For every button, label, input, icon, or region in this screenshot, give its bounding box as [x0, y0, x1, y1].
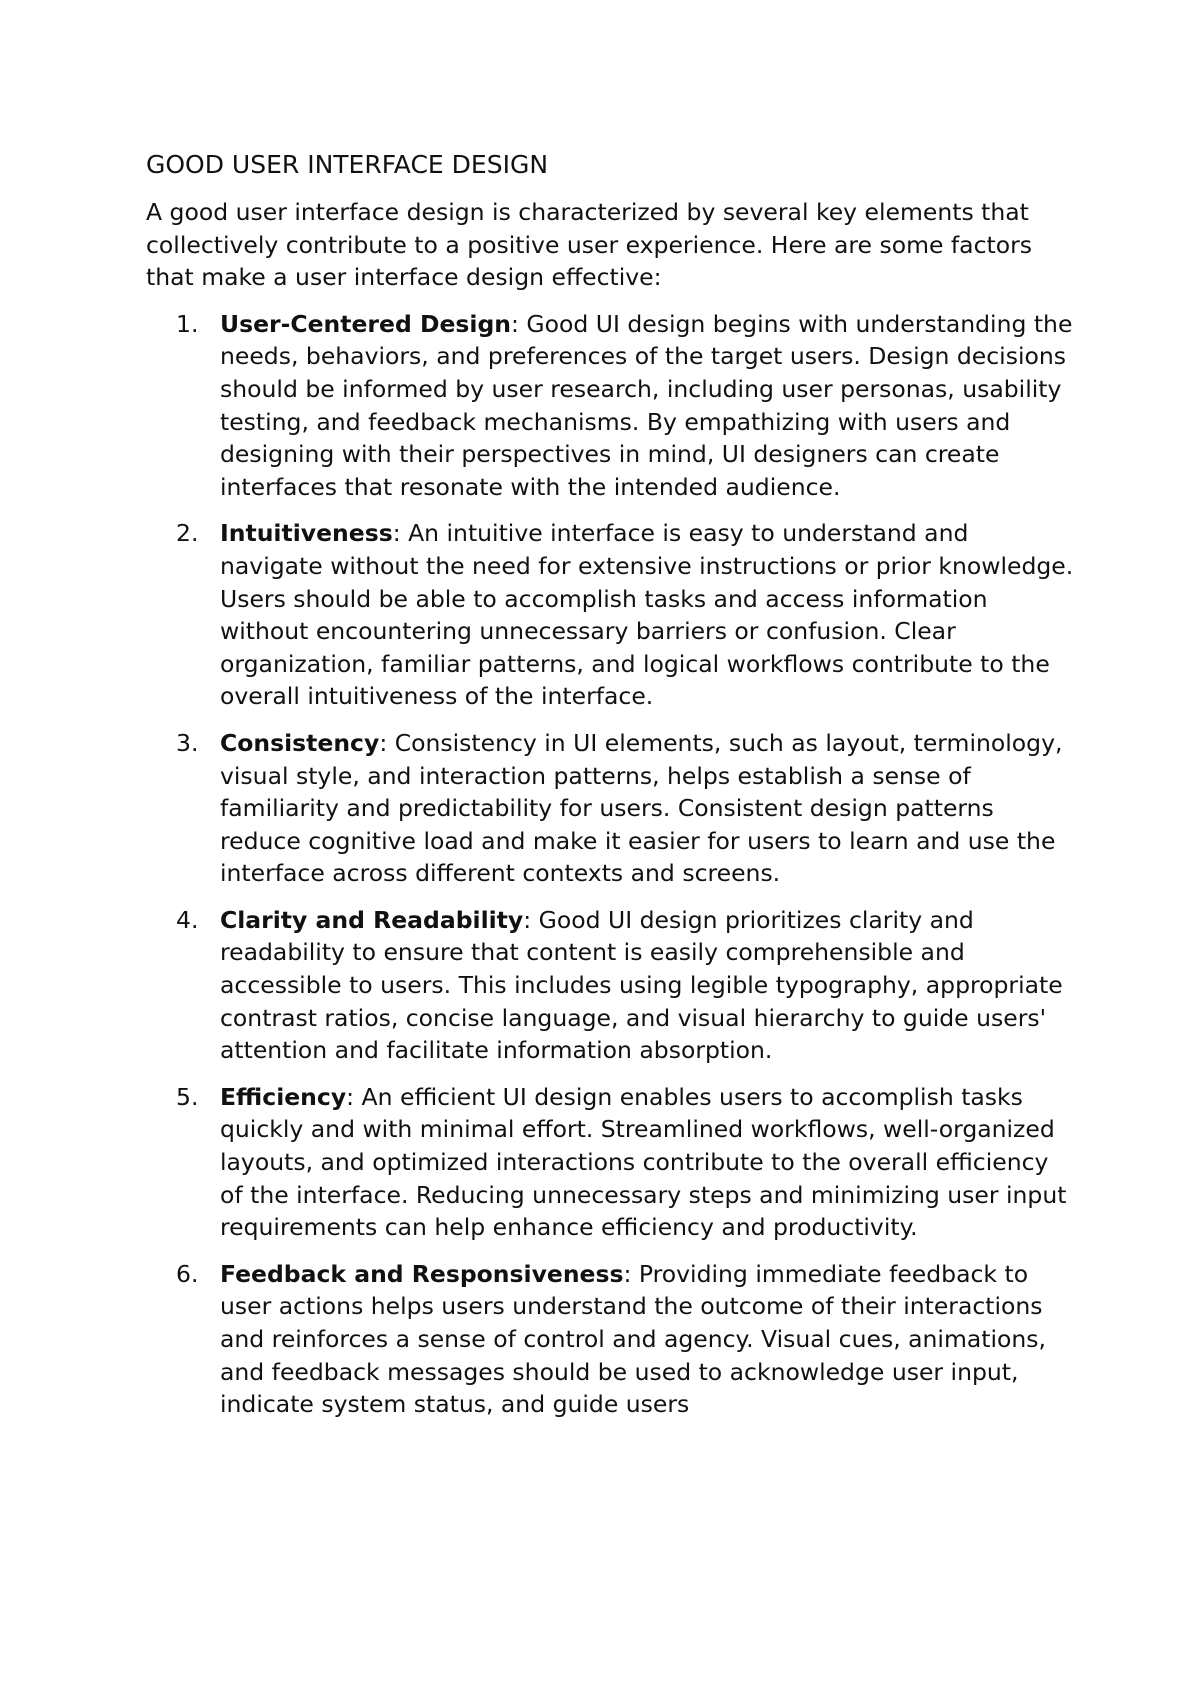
list-item [146, 727, 1076, 890]
list-number: 4. [176, 905, 199, 934]
list-number: 6. [176, 1259, 199, 1288]
list-text: : An intuitive interface is easy to understand and navigate without the need for extensive instructions or prior knowledge. Users should be able to accomplish tasks and access information without encountering unnecessary barriers or confusion. Clear organization, familiar patterns, and logical workflows contribute to the overall intuitiveness of the interface. [220, 519, 1074, 711]
list-term: Feedback and Responsiveness [220, 1259, 624, 1288]
list-item [146, 1258, 1076, 1421]
list-text: : Consistency in UI elements, such as layout, terminology, visual style, and interaction patterns, helps establish a sense of familiarity and predictability for users. Consistent design patterns reduce cognitive load and make it easier for users to learn and use the interface across different contexts and screens. [220, 728, 1063, 888]
document-page [146, 140, 1076, 1435]
list-text: : An efficient UI design enables users to accomplish tasks quickly and with minimal effort. Streamlined workflows, well-organized layouts, and optimized interactions contribute to the overall efficiency of the interface. Reducing unnecessary steps and minimizing user input requirements can help enhance efficiency and productivity. [220, 1082, 1067, 1242]
list-term: User-Centered Design [220, 309, 512, 338]
list-term: Intuitiveness [220, 519, 393, 548]
list-item [146, 308, 1076, 504]
list-number: 2. [176, 519, 199, 548]
list-number: 1. [176, 309, 199, 338]
factor-list [146, 308, 1076, 1421]
list-number: 5. [176, 1082, 199, 1111]
list-term: Consistency [220, 728, 380, 757]
list-term: Clarity and Readability [220, 905, 524, 934]
intro-paragraph: A good user interface design is characterized by several key elements that collectively contribute to a positive user experience. Here are some factors that make a user interface design effective: [146, 198, 1033, 292]
list-item [146, 517, 1076, 713]
list-text: : Good UI design begins with understanding the needs, behaviors, and preferences of the target users. Design decisions should be informed by user research, including user personas, usability testing, and feedback mechanisms. By empathizing with users and designing with their perspectives in mind, UI designers can create interfaces that resonate with the intended audience. [220, 309, 1073, 501]
list-term: Efficiency [220, 1082, 347, 1111]
list-item [146, 1081, 1076, 1244]
list-item [146, 904, 1076, 1067]
list-text: : Good UI design prioritizes clarity and readability to ensure that content is easily comprehensible and accessible to users. This includes using legible typography, appropriate contrast ratios, concise language, and visual hierarchy to guide users' attention and facilitate information absorption. [220, 905, 1063, 1065]
list-number: 3. [176, 728, 199, 757]
document-title: GOOD USER INTERFACE DESIGN [146, 150, 549, 179]
list-text: : Providing immediate feedback to user actions helps users understand the outcome of their interactions and reinforces a sense of control and agency. Visual cues, animations, and feedback messages should be used to acknowledge user input, indicate system status, and guide users [220, 1259, 1046, 1419]
